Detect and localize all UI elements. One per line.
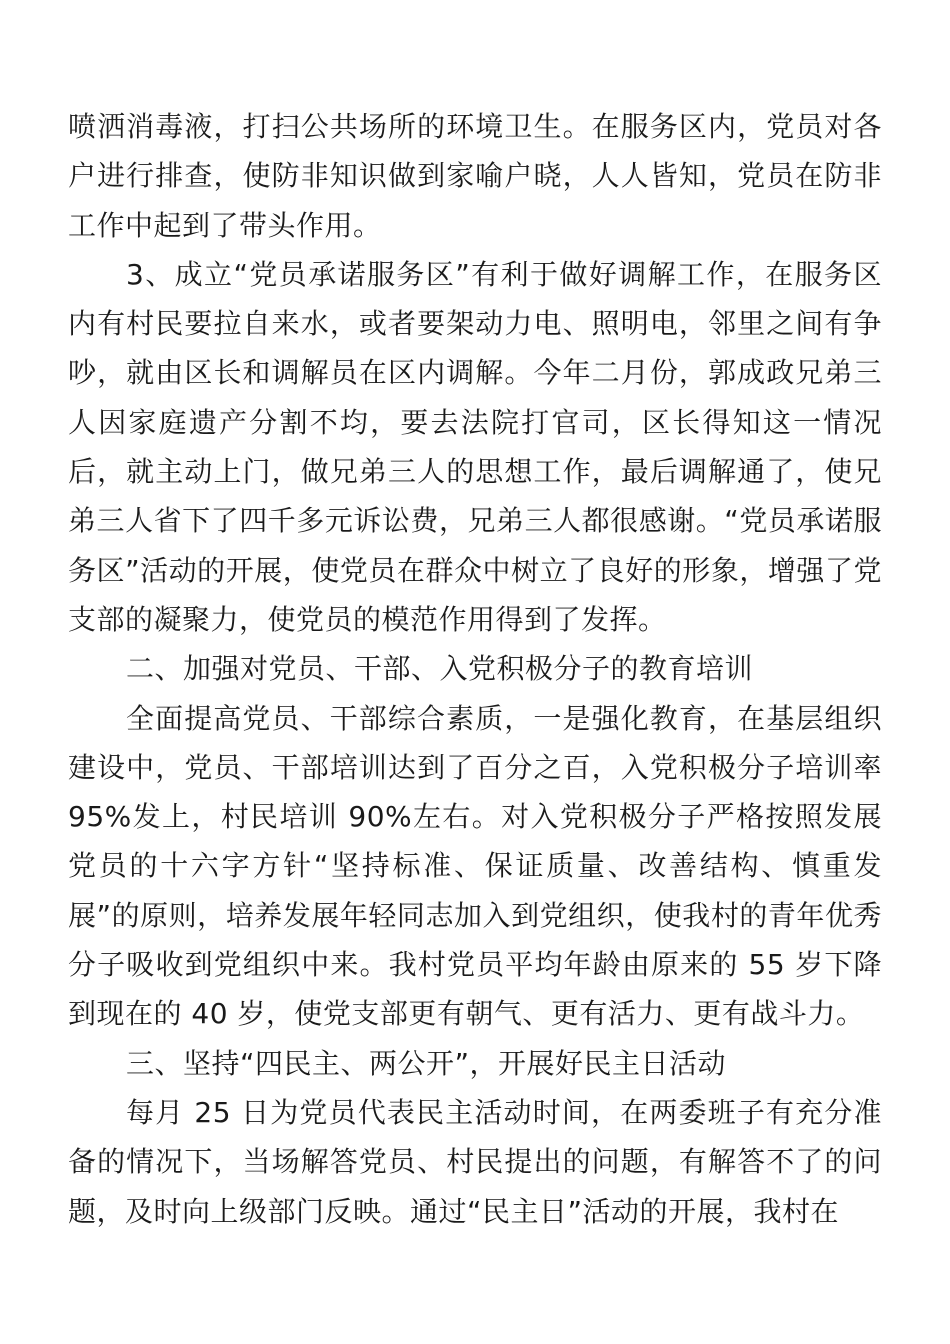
paragraph-democracy-day: 每月 25 日为党员代表民主活动时间，在两委班子有充分准备的情况下，当场解答党员、村民提出的问题，有解答不了的问题，及时向上级部门反映。通过“民主日”活动的开展，我村在 bbox=[68, 1095, 882, 1228]
document-page bbox=[68, 102, 882, 1236]
paragraph-service-area-mediation: 3、成立“党员承诺服务区”有利于做好调解工作，在服务区内有村民要拉自来水，或者要架动力电、照明电，邻里之间有争吵，就由区长和调解员在区内调解。今年二月份，郭成政兄弟三人因家庭遗产分割不均，要去法院打官司，区长得知这一情况后，就主动上门，做兄弟三人的思想工作，最后调解通了，使兄弟三人省下了四千多元诉讼费，兄弟三人都很感谢。“党员承诺服务区”活动的开展，使党员在群众中树立了良好的形象，增强了党支部的凝聚力，使党员的模范作用得到了发挥。 bbox=[68, 257, 882, 636]
paragraph-training: 全面提高党员、干部综合素质，一是强化教育，在基层组织建设中，党员、干部培训达到了百分之百，入党积极分子培训率95%发上，村民培训 90%左右。对入党积极分子严格按照发展党员的十六字方针“坚持标准、保证质量、改善结构、慎重发展”的原则，培养发展年轻同志加入到党组织，使我村的青年优秀分子吸收到党组织中来。我村党员平均年龄由原来的 55 岁下降到现在的 40 岁，使党支部更有朝气、更有活力、更有战斗力。 bbox=[68, 701, 882, 1031]
section-heading-two: 二、加强对党员、干部、入党积极分子的教育培训 bbox=[126, 652, 754, 686]
paragraph-continuation: 喷洒消毒液，打扫公共场所的环境卫生。在服务区内，党员对各户进行排查，使防非知识做到家喻户晓，人人皆知，党员在防非工作中起到了带头作用。 bbox=[68, 110, 882, 242]
section-heading-three: 三、坚持“四民主、两公开”，开展好民主日活动 bbox=[126, 1046, 727, 1080]
